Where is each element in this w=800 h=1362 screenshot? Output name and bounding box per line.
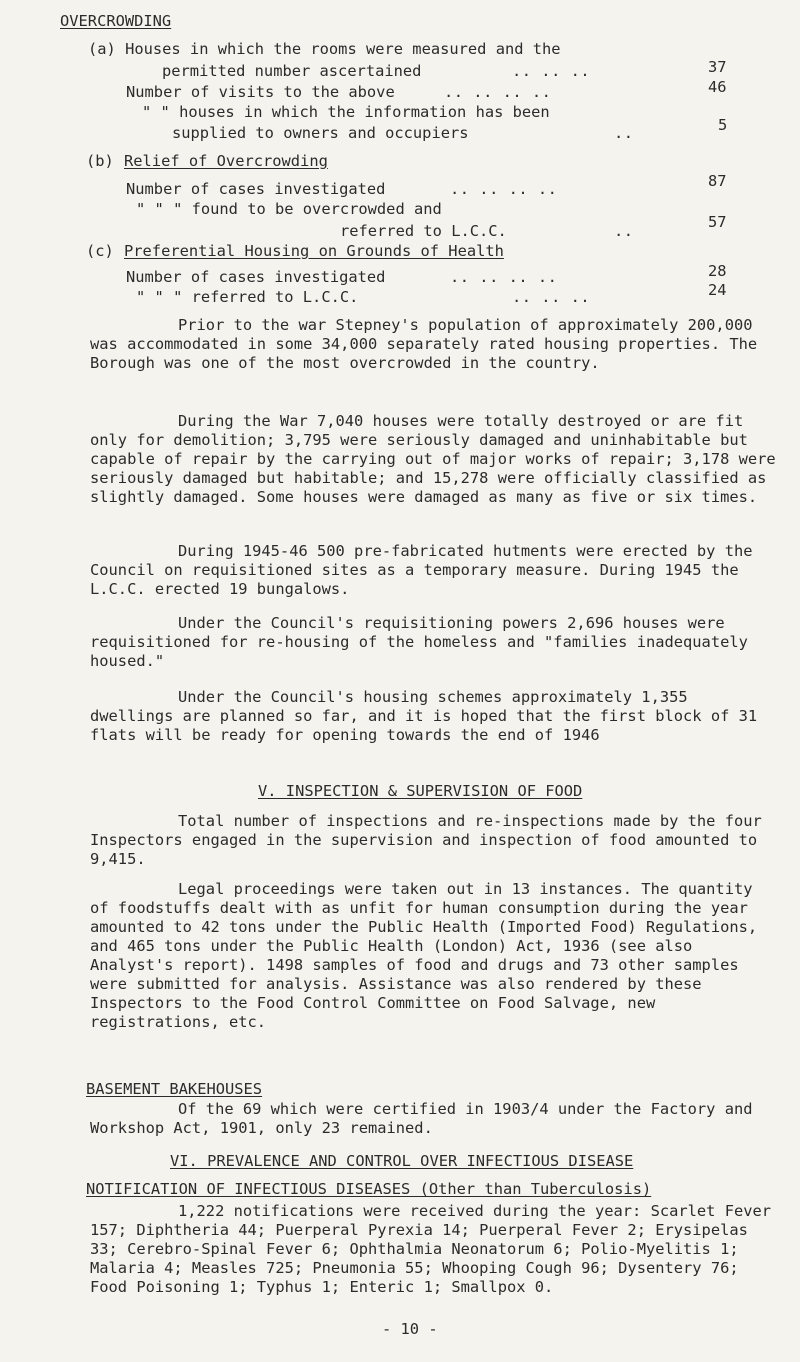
paragraph-text: Under the Council's requisitioning powers 2,696 houses were requisitioned for re-housing of the homeless and "families inadequately housed." <box>90 614 748 670</box>
item-b-line1: Number of cases investigated <box>126 180 386 198</box>
paragraph-text: 1,222 notifications were received during the year: Scarlet Fever 157; Diphtheria 44; Puerperal Pyrexia 14; Puerperal Fever 2; Erysipelas 33; Cerebro-Spinal Fever 6; Ophthalmia Neonatorum 6; Polio-Myelitis 1; Malaria 4; Measles 725; Pneumonia 55; Whooping Cough 96; Dysentery 76; Food Poisoning 1; Typhus 1; Enteric 1; Smallpox 0. <box>90 1202 772 1296</box>
item-b-value2: 57 <box>708 213 727 231</box>
item-b-line2: " " " found to be overcrowded and <box>136 200 442 218</box>
item-c-value1: 28 <box>708 262 727 280</box>
overcrowding-heading: OVERCROWDING <box>60 12 172 30</box>
paragraph-text: During the War 7,040 houses were totally destroyed or are fit only for demolition; 3,795 were seriously damaged and uninhabitable but capable of repair by the carrying out of major works of repair; 3,178 were seriously damaged but habitable; and 15,278 were officially classified as slightly damaged. Some houses were damaged as many as five or six times. <box>90 412 776 506</box>
paragraph-hutments <box>90 542 776 599</box>
item-a-value3: 5 <box>718 116 728 134</box>
leader-dots: .. <box>614 222 634 240</box>
leader-dots: .. .. .. .. <box>450 268 558 286</box>
item-a-value2: 46 <box>708 78 727 96</box>
paragraph-text: Of the 69 which were certified in 1903/4 under the Factory and Workshop Act, 1901, only 23 remained. <box>90 1100 753 1137</box>
section-6-heading: VI. PREVALENCE AND CONTROL OVER INFECTIOUS DISEASE <box>170 1152 634 1170</box>
paragraph-legal-proceedings <box>90 880 776 1032</box>
paragraph-text: During 1945-46 500 pre-fabricated hutments were erected by the Council on requisitioned sites as a temporary measure. During 1945 the L.C.C. erected 19 bungalows. <box>90 542 753 598</box>
item-b-label: (b) <box>86 152 114 170</box>
paragraph-war-damage <box>90 412 776 507</box>
item-a-line3: " " houses in which the information has been <box>142 103 550 121</box>
item-c-title: Preferential Housing on Grounds of Health <box>124 242 504 260</box>
paragraph-population <box>90 316 776 373</box>
item-c-value2: 24 <box>708 281 727 299</box>
paragraph-text: Prior to the war Stepney's population of approximately 200,000 was accommodated in some 34,000 separately rated housing properties. The Borough was one of the most overcrowded in the country. <box>90 316 758 372</box>
section-5-heading: V. INSPECTION & SUPERVISION OF FOOD <box>258 782 583 800</box>
leader-dots: .. .. .. .. <box>450 180 558 198</box>
item-a-line1: (a) Houses in which the rooms were measured and the <box>88 40 561 58</box>
paragraph-text: Legal proceedings were taken out in 13 instances. The quantity of foodstuffs dealt with as unfit for human consumption during the year amounted to 42 tons under the Public Health (Imported Food) Regulations, and 465 tons under the Public Health (London) Act, 1936 (see also Analyst's report). 1498 samples of food and drugs and 73 other samples were submitted for analysis. Assistance was also rendered by these Inspectors to the Food Control Committee on Food Salvage, new registrations, etc. <box>90 880 758 1031</box>
paragraph-text: Under the Council's housing schemes approximately 1,355 dwellings are planned so far, and it is hoped that the first block of 31 flats will be ready for opening towards the end of 1946 <box>90 688 758 744</box>
item-a-value1: 37 <box>708 58 727 76</box>
paragraph-text: Total number of inspections and re-inspections made by the four Inspectors engaged in the supervision and inspection of food amounted to 9,415. <box>90 812 762 868</box>
item-b-line2-cont: referred to L.C.C. <box>340 222 507 240</box>
item-c-label: (c) <box>86 242 114 260</box>
item-c-line1: Number of cases investigated <box>126 268 386 286</box>
item-b-title: Relief of Overcrowding <box>124 152 328 170</box>
bakehouses-heading: BASEMENT BAKEHOUSES <box>86 1080 263 1098</box>
paragraph-notifications <box>90 1202 780 1297</box>
item-a-line2: Number of visits to the above <box>126 83 395 101</box>
section-6-subheading: NOTIFICATION OF INFECTIOUS DISEASES (Other than Tuberculosis) <box>86 1180 652 1198</box>
item-a-line3-cont: supplied to owners and occupiers <box>172 124 469 142</box>
paragraph-bakehouses <box>90 1100 776 1138</box>
item-b-value1: 87 <box>708 172 727 190</box>
leader-dots: .. <box>614 124 634 142</box>
paragraph-housing-schemes <box>90 688 776 745</box>
paragraph-requisition <box>90 614 776 671</box>
leader-dots: .. .. .. <box>512 62 591 80</box>
leader-dots: .. .. .. <box>512 288 591 306</box>
paragraph-inspections <box>90 812 776 869</box>
item-a-line1-cont: permitted number ascertained <box>162 62 422 80</box>
page-number: - 10 - <box>382 1320 438 1338</box>
leader-dots: .. .. .. .. <box>444 83 552 101</box>
item-c-line2: " " " referred to L.C.C. <box>136 288 359 306</box>
